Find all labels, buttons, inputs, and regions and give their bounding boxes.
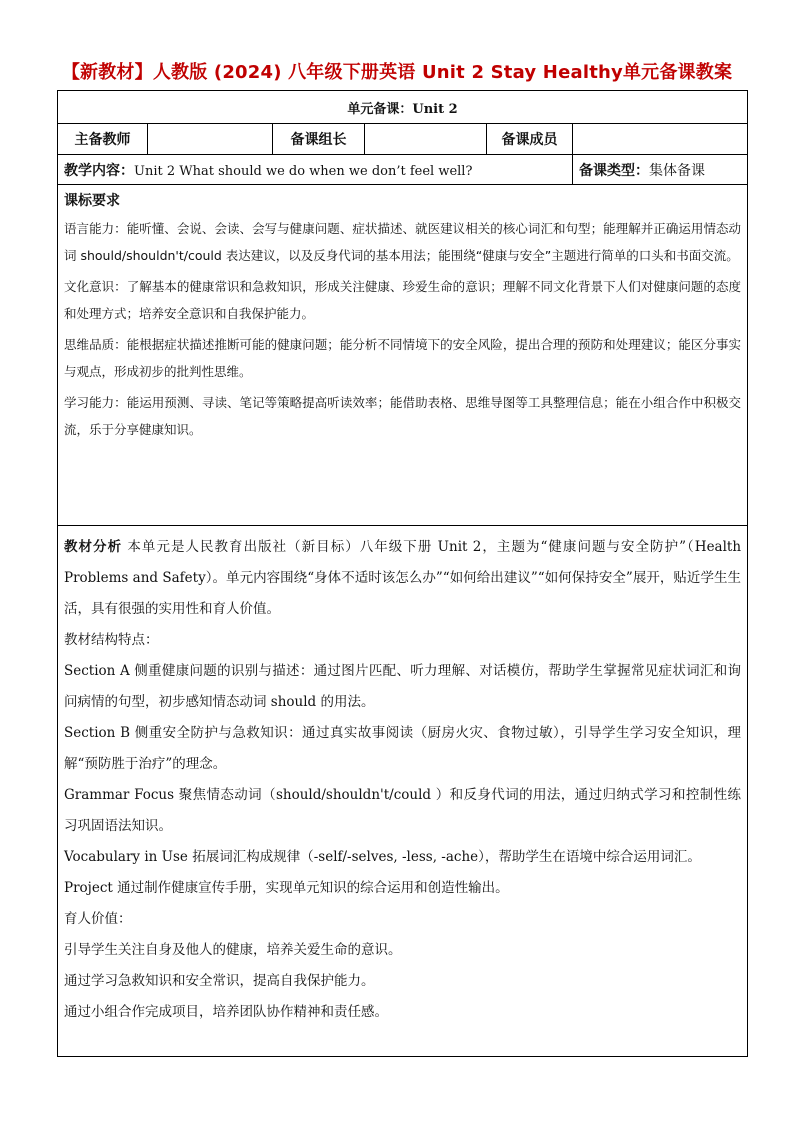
standard-learning: 学习能力：能运用预测、寻读、笔记等策略提高听读效率；能借助表格、思维导图等工具整理信息；能在小组合作中积极交流，乐于分享健康知识。 <box>64 395 742 437</box>
structure-item: Grammar Focus 聚焦情态动词（should/shouldn't/could ）和反身代词的用法，通过归纳式学习和控制性练习巩固语法知识。 <box>64 787 742 834</box>
team-row <box>58 124 748 155</box>
structure-item: Section B 侧重安全防护与急救知识：通过真实故事阅读（厨房火灾、食物过敏），引导学生学习安全知识，理解“预防胜于治疗”的理念。 <box>64 725 742 772</box>
teaching-content-cell <box>58 155 573 185</box>
value-item: 通过小组合作完成项目，培养团队协作精神和责任感。 <box>64 1004 388 1020</box>
unit-header-cell: 单元备课：Unit 2 <box>58 91 748 124</box>
teaching-content-label: 教学内容： <box>64 162 134 179</box>
lesson-plan-table <box>57 90 748 1057</box>
structure-item: Section A 侧重健康问题的识别与描述：通过图片匹配、听力理解、对话模仿，帮助学生掌握常见症状词汇和询问病情的句型，初步感知情态动词 should 的用法。 <box>64 663 742 710</box>
standard-culture: 文化意识：了解基本的健康常识和急救知识，形成关注健康、珍爱生命的意识；理解不同文化背景下人们对健康问题的态度和处理方式；培养安全意识和自我保护能力。 <box>64 279 742 321</box>
unit-row <box>58 91 748 124</box>
members-label: 备课成员 <box>487 124 573 155</box>
group-head-value[interactable] <box>365 124 487 155</box>
prep-type-cell <box>573 155 748 185</box>
content-row <box>58 155 748 185</box>
teaching-content-value: Unit 2 What should we do when we don’t feel well? <box>134 163 473 179</box>
lead-teacher-label: 主备教师 <box>58 124 148 155</box>
value-item: 引导学生关注自身及他人的健康，培养关爱生命的意识。 <box>64 942 402 958</box>
curriculum-standards-heading: 课标要求 <box>64 193 120 209</box>
lead-teacher-value[interactable] <box>148 124 273 155</box>
textbook-analysis-row <box>58 526 748 1057</box>
members-value[interactable] <box>573 124 748 155</box>
standard-thinking: 思维品质：能根据症状描述推断可能的健康问题；能分析不同情境下的安全风险，提出合理的预防和处理建议；能区分事实与观点，形成初步的批判性思维。 <box>64 337 742 379</box>
group-head-label: 备课组长 <box>273 124 365 155</box>
value-item: 通过学习急救知识和安全常识，提高自我保护能力。 <box>64 973 375 989</box>
analysis-intro-text: 本单元是人民教育出版社（新目标）八年级下册 Unit 2，主题为“健康问题与安全防护”（Health Problems and Safety）。单元内容围绕“身体不适时该怎么办”“如何给出建议”“如何保持安全”展开，贴近学生生活，具有很强的实用性和育人价值。 <box>64 539 742 617</box>
curriculum-standards-cell <box>58 185 748 526</box>
analysis-label: 教材分析 <box>64 539 123 555</box>
prep-type-value: 集体备课 <box>649 162 705 179</box>
structure-item: Vocabulary in Use 拓展词汇构成规律（-self/-selves, -less, -ache），帮助学生在语境中综合运用词汇。 <box>64 849 701 865</box>
document-title: 【新教材】人教版 (2024) 八年级下册英语 Unit 2 Stay Healthy单元备课教案 <box>61 62 733 83</box>
structure-heading: 教材结构特点： <box>64 632 159 648</box>
curriculum-standards-row <box>58 185 748 526</box>
standard-language: 语言能力：能听懂、会说、会读、会写与健康问题、症状描述、就医建议相关的核心词汇和句型；能理解并正确运用情态动词 should/shouldn't/could 表达建议，以及反身代词的基本用法；能围绕“健康与安全”主题进行简单的口头和书面交流。 <box>64 221 742 263</box>
prep-type-label: 备课类型： <box>579 162 649 179</box>
values-heading: 育人价值： <box>64 911 132 927</box>
textbook-analysis-cell <box>58 526 748 1057</box>
structure-item: Project 通过制作健康宣传手册，实现单元知识的综合运用和创造性输出。 <box>64 880 509 896</box>
analysis-intro <box>64 532 741 625</box>
